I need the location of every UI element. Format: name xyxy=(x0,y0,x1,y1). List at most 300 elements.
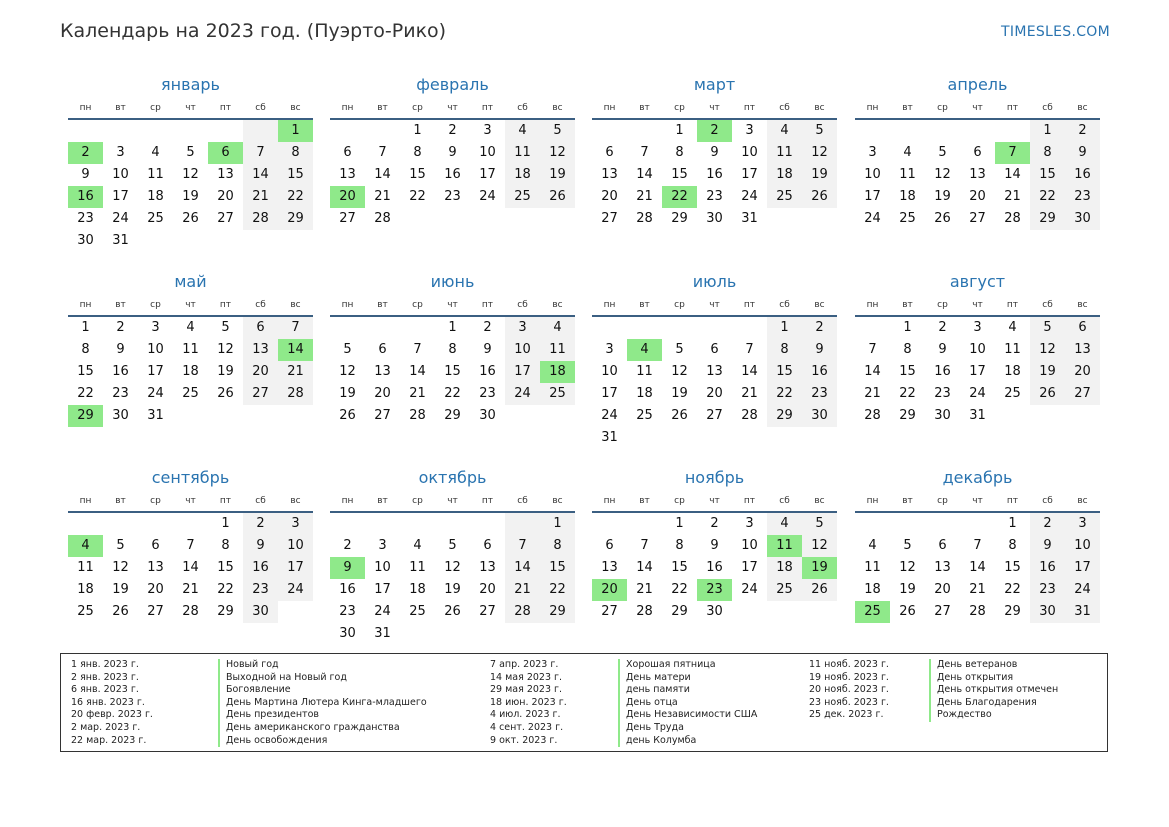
day-cell: 12 xyxy=(899,560,916,575)
month-name: январь xyxy=(161,75,220,94)
day-cell: 16 xyxy=(1030,557,1065,579)
day-cell: 7 xyxy=(640,538,649,553)
empty-cell xyxy=(68,513,103,535)
weekday-header xyxy=(68,295,313,317)
day-cell: 1 xyxy=(675,123,684,138)
day-cell: 10 xyxy=(479,145,496,160)
legend-holiday-name: День Мартина Лютера Кинга-младшего xyxy=(226,696,427,708)
day-cell: 4 xyxy=(767,513,802,535)
day-cell: 17 xyxy=(741,167,758,182)
day-cell: 13 xyxy=(217,167,234,182)
day-grid xyxy=(330,513,575,645)
month-2 xyxy=(330,74,575,230)
empty-cell xyxy=(960,120,995,142)
day-cell: 27 xyxy=(479,604,496,619)
empty-cell xyxy=(208,230,243,252)
legend-names-col-3 xyxy=(929,659,1058,722)
weekday-label: пт xyxy=(219,103,232,113)
day-cell: 13 xyxy=(243,339,278,361)
day-cell: 11 xyxy=(1004,342,1021,357)
empty-cell xyxy=(470,513,505,535)
legend-holiday-name: День отца xyxy=(626,696,678,708)
weekday-label: пн xyxy=(603,300,616,310)
weekday-label: ср xyxy=(674,496,685,506)
day-cell: 19 xyxy=(217,364,234,379)
month-8 xyxy=(855,271,1100,427)
day-cell: 26 xyxy=(1030,383,1065,405)
day-cell: 23 xyxy=(706,189,723,204)
day-cell: 31 xyxy=(374,626,391,641)
day-cell: 21 xyxy=(1004,189,1021,204)
day-cell: 9 xyxy=(938,342,947,357)
weekday-label: вс xyxy=(814,300,825,310)
weekday-label: чт xyxy=(972,103,983,113)
day-cell: 10 xyxy=(112,167,129,182)
day-cell: 13 xyxy=(601,560,618,575)
legend-date: 16 янв. 2023 г. xyxy=(71,696,145,708)
day-cell: 20 xyxy=(706,386,723,401)
month-name: декабрь xyxy=(942,468,1013,487)
weekday-header xyxy=(592,491,837,513)
empty-cell xyxy=(208,120,243,142)
day-cell: 22 xyxy=(767,383,802,405)
empty-cell xyxy=(960,513,995,535)
day-cell: 13 xyxy=(969,167,986,182)
day-cell: 10 xyxy=(278,535,313,557)
day-cell: 8 xyxy=(903,342,912,357)
day-cell: 13 xyxy=(934,560,951,575)
empty-cell xyxy=(767,427,802,449)
day-cell: 3 xyxy=(505,317,540,339)
day-cell: 25 xyxy=(505,186,540,208)
day-cell: 10 xyxy=(741,145,758,160)
weekday-label: ср xyxy=(412,103,423,113)
day-cell: 30 xyxy=(706,604,723,619)
legend-date: 19 нояб. 2023 г. xyxy=(809,671,889,683)
day-cell: 6 xyxy=(605,538,614,553)
day-cell: 28 xyxy=(182,604,199,619)
page-title: Календарь на 2023 год. (Пуэрто-Рико) xyxy=(60,20,447,42)
month-name: октябрь xyxy=(418,468,487,487)
day-cell: 27 xyxy=(147,604,164,619)
day-cell: 16 xyxy=(479,364,496,379)
day-cell: 29 xyxy=(767,405,802,427)
day-cell: 10 xyxy=(1065,535,1100,557)
empty-cell xyxy=(400,208,435,230)
day-cell: 12 xyxy=(802,535,837,557)
legend-dates-col-1 xyxy=(71,659,153,747)
day-cell: 21 xyxy=(278,361,313,383)
month-11 xyxy=(592,467,837,623)
day-cell: 24 xyxy=(147,386,164,401)
day-cell: 7 xyxy=(378,145,387,160)
weekday-label: вт xyxy=(902,103,913,113)
weekday-label: пн xyxy=(603,103,616,113)
weekday-label: сб xyxy=(779,103,790,113)
day-cell: 17 xyxy=(505,361,540,383)
empty-cell xyxy=(925,513,960,535)
empty-cell xyxy=(592,513,627,535)
day-cell: 15 xyxy=(540,557,575,579)
day-cell: 1 xyxy=(221,516,230,531)
legend-date: 4 сент. 2023 г. xyxy=(490,721,564,733)
day-cell: 27 xyxy=(339,211,356,226)
empty-cell xyxy=(627,317,662,339)
day-cell: 6 xyxy=(243,317,278,339)
day-cell: 31 xyxy=(741,211,758,226)
day-cell: 28 xyxy=(278,383,313,405)
day-cell: 1 xyxy=(903,320,912,335)
day-cell: 30 xyxy=(112,408,129,423)
weekday-label: вс xyxy=(552,300,563,310)
month-name: июнь xyxy=(430,272,475,291)
legend-names-col-2 xyxy=(618,659,757,747)
empty-cell xyxy=(505,623,540,645)
day-cell: 18 xyxy=(767,164,802,186)
day-cell: 24 xyxy=(112,211,129,226)
day-cell: 16 xyxy=(243,557,278,579)
day-grid xyxy=(68,120,313,252)
weekday-label: чт xyxy=(709,300,720,310)
day-cell: 19 xyxy=(802,164,837,186)
weekday-header xyxy=(855,491,1100,513)
empty-cell xyxy=(435,208,470,230)
day-cell: 22 xyxy=(217,582,234,597)
day-cell: 20 xyxy=(147,582,164,597)
day-cell: 30 xyxy=(934,408,951,423)
day-cell: 8 xyxy=(675,538,684,553)
day-cell: 19 xyxy=(540,164,575,186)
weekday-label: вс xyxy=(552,103,563,113)
weekday-label: вт xyxy=(115,300,126,310)
day-cell: 23 xyxy=(479,386,496,401)
day-cell: 25 xyxy=(767,579,802,601)
day-cell: 23 xyxy=(339,604,356,619)
day-cell: 8 xyxy=(540,535,575,557)
empty-cell xyxy=(802,427,837,449)
day-cell: 24 xyxy=(1065,579,1100,601)
day-cell: 12 xyxy=(217,342,234,357)
weekday-label: пт xyxy=(219,496,232,506)
month-name: февраль xyxy=(416,75,489,94)
day-cell: 15 xyxy=(671,560,688,575)
day-cell: 4 xyxy=(868,538,877,553)
day-cell: 5 xyxy=(116,538,125,553)
day-cell: 27 xyxy=(934,604,951,619)
day-cell: 7 xyxy=(278,317,313,339)
day-cell: 18 xyxy=(1004,364,1021,379)
day-grid xyxy=(855,317,1100,427)
day-cell: 31 xyxy=(1065,601,1100,623)
weekday-label: ср xyxy=(412,496,423,506)
weekday-label: сб xyxy=(779,496,790,506)
day-cell: 12 xyxy=(540,142,575,164)
day-cell: 1 xyxy=(767,317,802,339)
day-cell: 11 xyxy=(77,560,94,575)
weekday-label: вт xyxy=(377,300,388,310)
legend-date: 23 нояб. 2023 г. xyxy=(809,696,889,708)
day-cell: 24 xyxy=(969,386,986,401)
weekday-header xyxy=(592,295,837,317)
day-cell: 1 xyxy=(675,516,684,531)
weekday-label: вс xyxy=(814,496,825,506)
legend-dates-col-2 xyxy=(490,659,567,747)
day-cell: 26 xyxy=(671,408,688,423)
day-cell: 7 xyxy=(186,538,195,553)
weekday-label: пт xyxy=(743,103,756,113)
empty-cell xyxy=(767,601,802,623)
day-grid xyxy=(68,513,313,623)
weekday-label: сб xyxy=(517,300,528,310)
day-cell: 5 xyxy=(675,342,684,357)
day-cell: 24 xyxy=(374,604,391,619)
day-cell: 17 xyxy=(147,364,164,379)
day-cell: 18 xyxy=(409,582,426,597)
month-10 xyxy=(330,467,575,645)
weekday-label: пт xyxy=(481,103,494,113)
day-grid xyxy=(855,513,1100,623)
day-cell: 20 xyxy=(479,582,496,597)
day-cell: 15 xyxy=(767,361,802,383)
day-cell: 13 xyxy=(1065,339,1100,361)
day-cell: 15 xyxy=(444,364,461,379)
day-cell: 24 xyxy=(479,189,496,204)
legend-dates-col-3 xyxy=(809,659,889,722)
legend-holiday-name: День освобождения xyxy=(226,734,328,746)
empty-cell xyxy=(138,513,173,535)
day-cell: 19 xyxy=(1030,361,1065,383)
day-cell: 8 xyxy=(675,145,684,160)
holiday-day: 29 xyxy=(68,405,103,427)
legend-date: 20 февр. 2023 г. xyxy=(71,709,153,721)
day-cell: 11 xyxy=(182,342,199,357)
day-cell: 26 xyxy=(934,211,951,226)
empty-cell xyxy=(330,317,365,339)
empty-cell xyxy=(732,317,767,339)
day-cell: 26 xyxy=(217,386,234,401)
month-name: сентябрь xyxy=(151,468,230,487)
holiday-day: 4 xyxy=(68,535,103,557)
day-cell: 28 xyxy=(969,604,986,619)
day-cell: 4 xyxy=(767,120,802,142)
day-cell: 28 xyxy=(1004,211,1021,226)
day-cell: 8 xyxy=(413,145,422,160)
day-cell: 24 xyxy=(741,582,758,597)
day-cell: 8 xyxy=(1030,142,1065,164)
empty-cell xyxy=(995,120,1030,142)
day-cell: 2 xyxy=(938,320,947,335)
day-cell: 14 xyxy=(969,560,986,575)
day-cell: 28 xyxy=(409,408,426,423)
day-cell: 30 xyxy=(802,405,837,427)
day-cell: 26 xyxy=(899,604,916,619)
empty-cell xyxy=(802,208,837,230)
day-cell: 19 xyxy=(444,582,461,597)
day-cell: 21 xyxy=(243,186,278,208)
day-cell: 4 xyxy=(413,538,422,553)
day-cell: 14 xyxy=(505,557,540,579)
weekday-label: вс xyxy=(290,496,301,506)
day-cell: 25 xyxy=(182,386,199,401)
holiday-day: 16 xyxy=(68,186,103,208)
day-cell: 17 xyxy=(112,189,129,204)
day-cell: 14 xyxy=(1004,167,1021,182)
day-cell: 30 xyxy=(339,626,356,641)
day-cell: 19 xyxy=(934,189,951,204)
weekday-label: сб xyxy=(779,300,790,310)
empty-cell xyxy=(173,120,208,142)
empty-cell xyxy=(925,120,960,142)
day-cell: 11 xyxy=(636,364,653,379)
day-cell: 19 xyxy=(339,386,356,401)
day-cell: 2 xyxy=(710,516,719,531)
day-cell: 30 xyxy=(479,408,496,423)
legend-date: 29 мая 2023 г. xyxy=(490,684,563,696)
legend-holiday-name: День Благодарения xyxy=(937,696,1037,708)
weekday-label: вт xyxy=(902,496,913,506)
day-cell: 30 xyxy=(1065,208,1100,230)
empty-cell xyxy=(697,427,732,449)
day-cell: 26 xyxy=(182,211,199,226)
day-cell: 26 xyxy=(444,604,461,619)
day-cell: 4 xyxy=(1008,320,1017,335)
holiday-day: 6 xyxy=(208,142,243,164)
day-cell: 19 xyxy=(182,189,199,204)
day-cell: 29 xyxy=(671,604,688,619)
day-cell: 12 xyxy=(934,167,951,182)
day-cell: 14 xyxy=(636,167,653,182)
weekday-label: вт xyxy=(377,103,388,113)
weekday-label: вс xyxy=(552,496,563,506)
legend-date: 25 дек. 2023 г. xyxy=(809,709,884,721)
empty-cell xyxy=(732,427,767,449)
weekday-label: сб xyxy=(1042,103,1053,113)
day-cell: 3 xyxy=(483,123,492,138)
weekday-label: вт xyxy=(639,103,650,113)
empty-cell xyxy=(890,513,925,535)
weekday-label: пн xyxy=(341,300,354,310)
empty-cell xyxy=(208,405,243,427)
empty-cell xyxy=(400,513,435,535)
day-cell: 28 xyxy=(741,408,758,423)
empty-cell xyxy=(68,120,103,142)
empty-cell xyxy=(802,601,837,623)
day-cell: 17 xyxy=(278,557,313,579)
holiday-legend xyxy=(60,653,1108,752)
weekday-label: вс xyxy=(814,103,825,113)
month-name: май xyxy=(174,272,207,291)
day-cell: 3 xyxy=(151,320,160,335)
day-cell: 3 xyxy=(973,320,982,335)
day-cell: 21 xyxy=(636,582,653,597)
day-cell: 18 xyxy=(899,189,916,204)
day-cell: 2 xyxy=(343,538,352,553)
day-cell: 29 xyxy=(1004,604,1021,619)
empty-cell xyxy=(103,513,138,535)
day-cell: 21 xyxy=(182,582,199,597)
day-cell: 2 xyxy=(243,513,278,535)
day-cell: 2 xyxy=(1065,120,1100,142)
day-cell: 29 xyxy=(1030,208,1065,230)
day-cell: 23 xyxy=(1030,579,1065,601)
empty-cell xyxy=(855,317,890,339)
holiday-day: 1 xyxy=(278,120,313,142)
month-name: август xyxy=(949,272,1006,291)
day-cell: 5 xyxy=(1030,317,1065,339)
day-cell: 27 xyxy=(217,211,234,226)
empty-cell xyxy=(627,120,662,142)
empty-cell xyxy=(732,601,767,623)
month-3 xyxy=(592,74,837,230)
holiday-day: 18 xyxy=(540,361,575,383)
empty-cell xyxy=(890,120,925,142)
day-cell: 20 xyxy=(243,361,278,383)
day-grid xyxy=(592,317,837,449)
day-cell: 16 xyxy=(706,560,723,575)
day-cell: 1 xyxy=(81,320,90,335)
empty-cell xyxy=(995,405,1030,427)
day-cell: 6 xyxy=(378,342,387,357)
day-cell: 17 xyxy=(864,189,881,204)
day-cell: 15 xyxy=(1004,560,1021,575)
day-cell: 14 xyxy=(243,164,278,186)
weekday-label: ср xyxy=(150,103,161,113)
day-cell: 10 xyxy=(741,538,758,553)
empty-cell xyxy=(365,513,400,535)
day-cell: 27 xyxy=(601,211,618,226)
day-cell: 10 xyxy=(147,342,164,357)
month-name: апрель xyxy=(947,75,1008,94)
legend-date: 4 июл. 2023 г. xyxy=(490,709,561,721)
day-cell: 6 xyxy=(483,538,492,553)
empty-cell xyxy=(278,405,313,427)
day-cell: 3 xyxy=(116,145,125,160)
day-cell: 23 xyxy=(77,211,94,226)
weekday-label: пт xyxy=(1006,300,1019,310)
day-cell: 7 xyxy=(505,535,540,557)
day-cell: 20 xyxy=(934,582,951,597)
day-cell: 3 xyxy=(605,342,614,357)
weekday-label: вт xyxy=(377,496,388,506)
weekday-label: пт xyxy=(743,496,756,506)
day-cell: 7 xyxy=(745,342,754,357)
day-cell: 13 xyxy=(601,167,618,182)
empty-cell xyxy=(697,317,732,339)
month-name: июль xyxy=(692,272,737,291)
day-cell: 8 xyxy=(448,342,457,357)
holiday-day: 20 xyxy=(592,579,627,601)
day-cell: 19 xyxy=(899,582,916,597)
day-cell: 7 xyxy=(413,342,422,357)
weekday-label: вт xyxy=(639,300,650,310)
day-cell: 16 xyxy=(112,364,129,379)
empty-cell xyxy=(592,120,627,142)
empty-cell xyxy=(138,230,173,252)
day-cell: 12 xyxy=(182,167,199,182)
weekday-label: пт xyxy=(1006,103,1019,113)
day-cell: 5 xyxy=(186,145,195,160)
month-6 xyxy=(330,271,575,427)
empty-cell xyxy=(1065,405,1100,427)
day-cell: 4 xyxy=(186,320,195,335)
day-cell: 8 xyxy=(278,142,313,164)
legend-holiday-name: День президентов xyxy=(226,709,319,721)
empty-cell xyxy=(855,120,890,142)
weekday-label: вт xyxy=(115,103,126,113)
day-cell: 14 xyxy=(636,560,653,575)
brand-link[interactable]: TIMESLES.COM xyxy=(1001,24,1110,40)
day-cell: 22 xyxy=(77,386,94,401)
